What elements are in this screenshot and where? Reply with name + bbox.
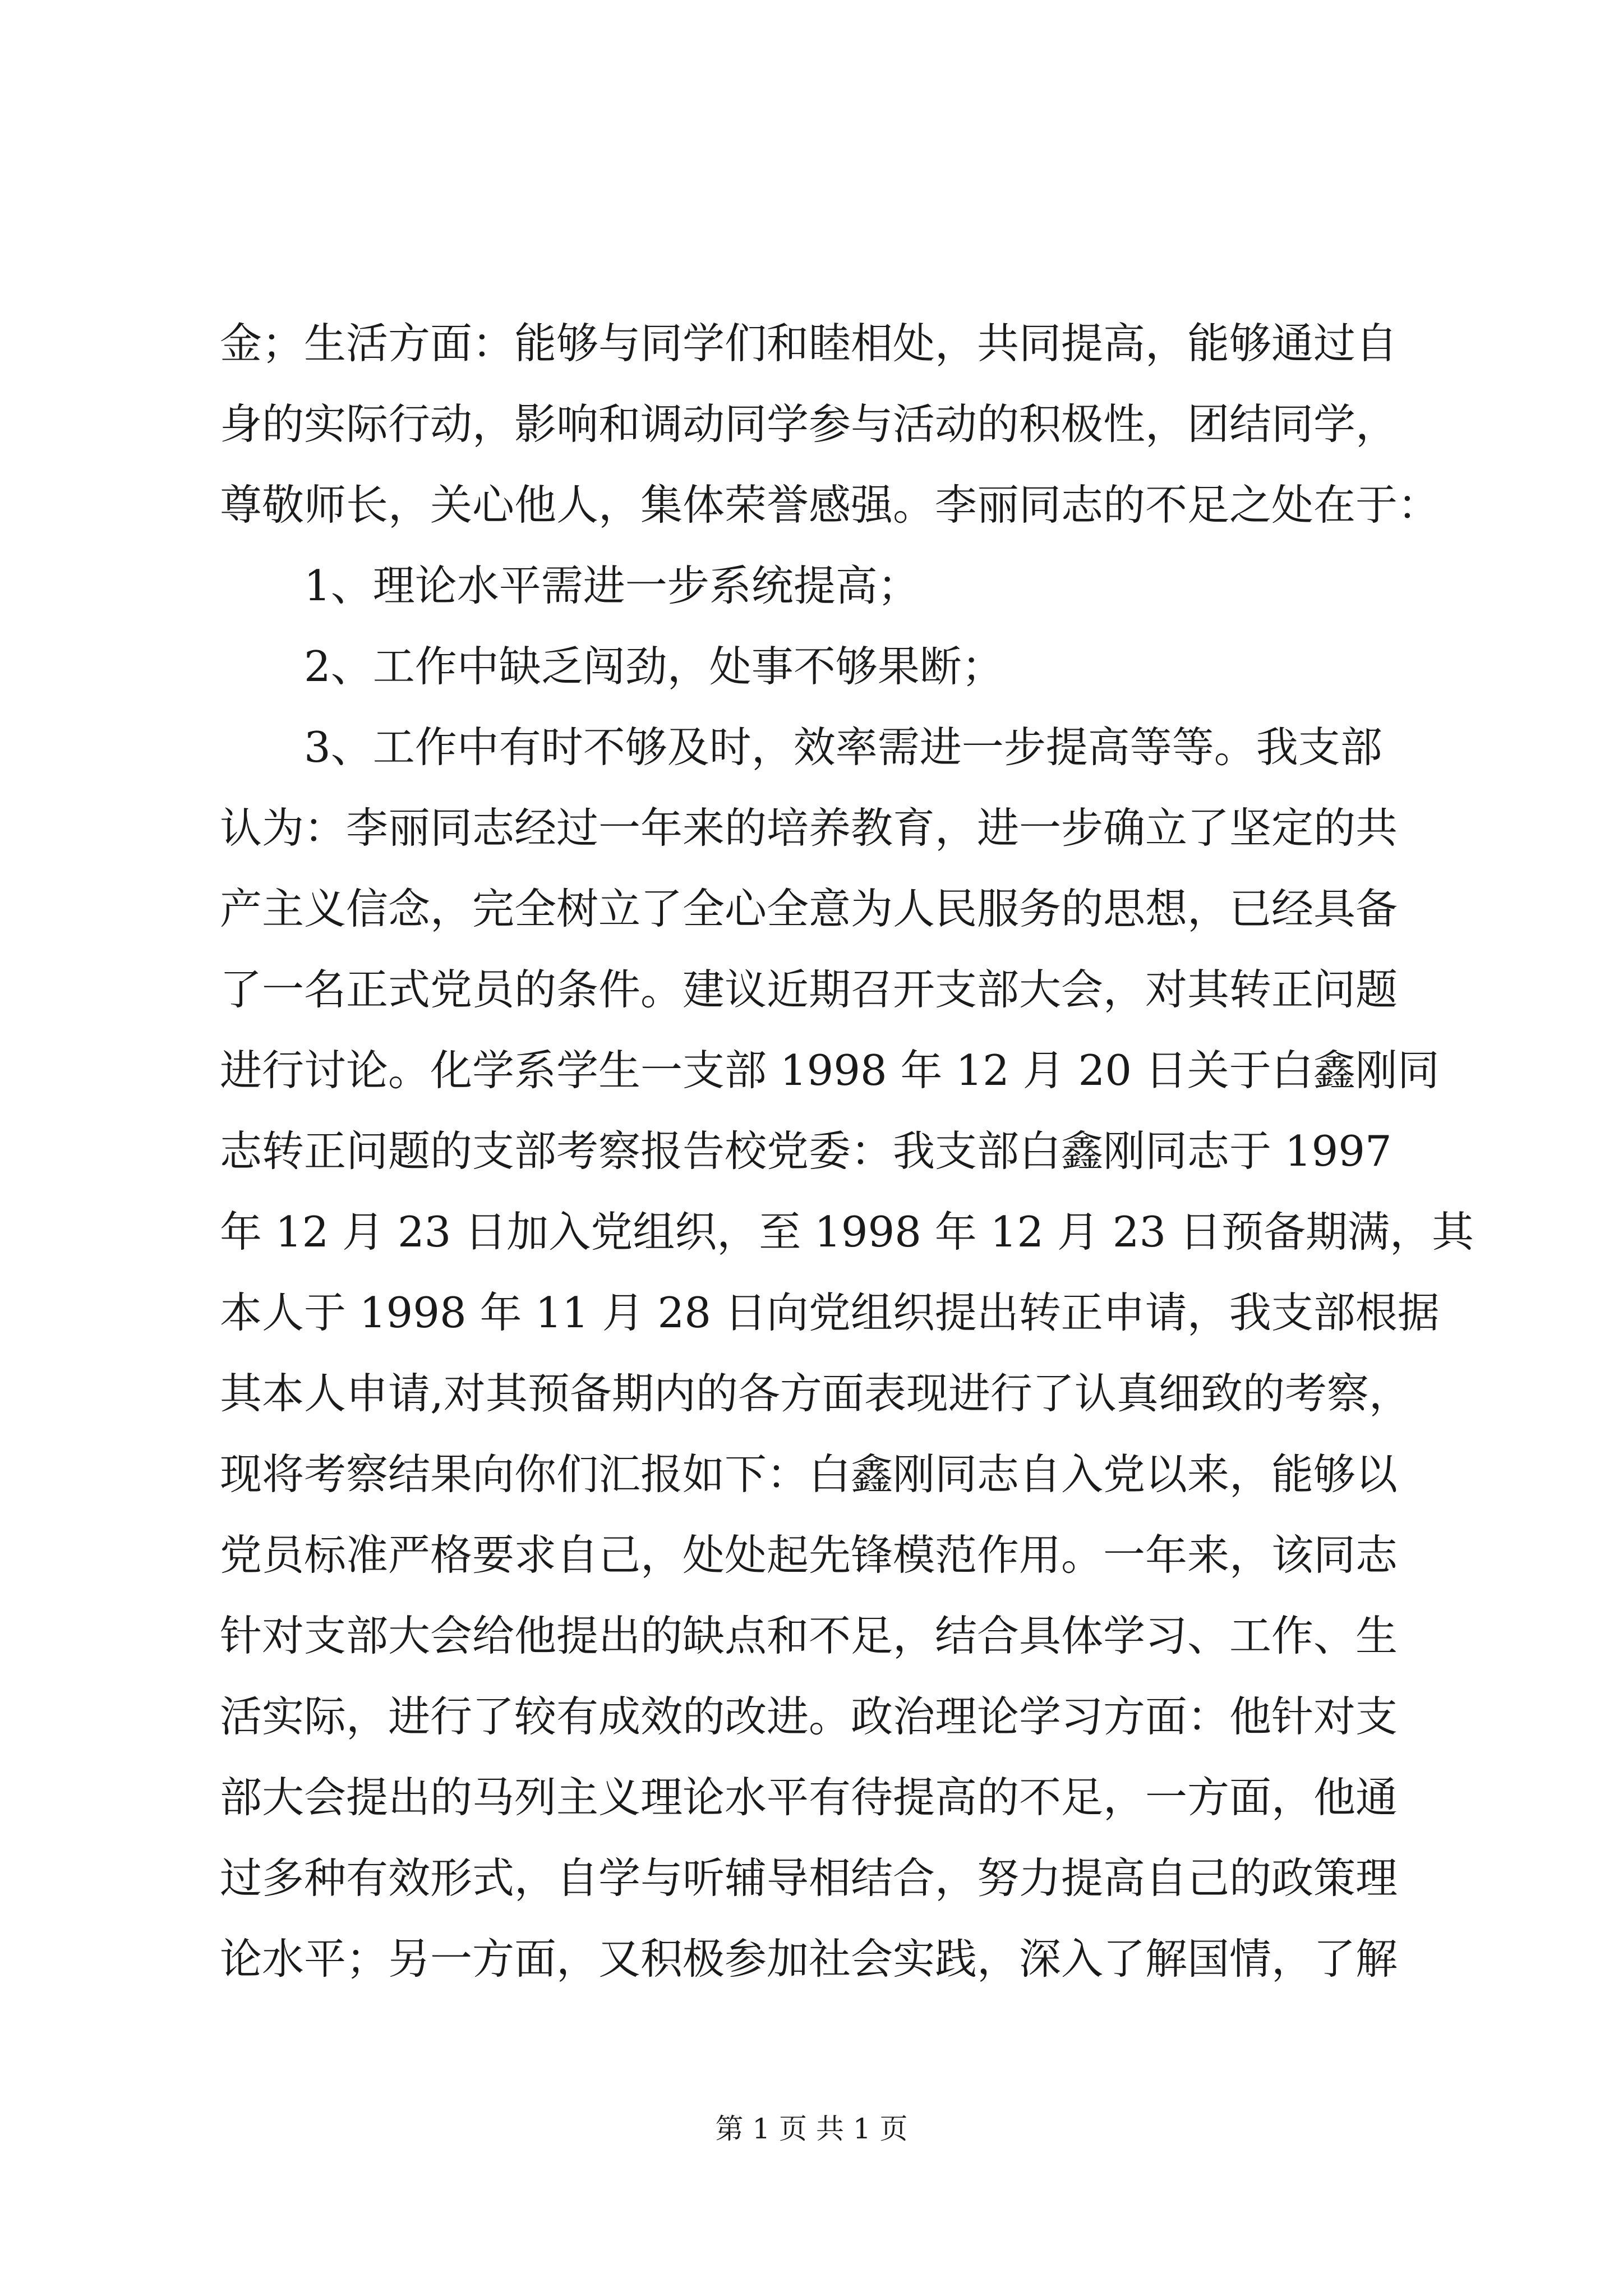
text-line: 本人于 1998 年 11 月 28 日向党组织提出转正申请，我支部根据 (220, 1288, 1440, 1337)
text-line: 产主义信念，完全树立了全心全意为人民服务的思想，已经具备 (220, 884, 1398, 933)
text-line: 身的实际行动，影响和调动同学参与活动的积极性，团结同学， (220, 399, 1398, 449)
text-line: 其本人申请,对其预备期内的各方面表现进行了认真细致的考察， (220, 1369, 1411, 1418)
list-item-1: 1、理论水平需进一步系统提高； (304, 561, 920, 610)
text-line: 过多种有效形式，自学与听辅导相结合，努力提高自己的政策理 (220, 1853, 1398, 1903)
text-line: 针对支部大会给他提出的缺点和不足，结合具体学习、工作、生 (220, 1611, 1398, 1660)
text-line: 尊敬师长，关心他人，集体荣誉感强。李丽同志的不足之处在于： (220, 480, 1440, 530)
text-line: 了一名正式党员的条件。建议近期召开支部大会，对其转正问题 (220, 965, 1398, 1014)
page-number-footer: 第 1 页 共 1 页 (715, 2113, 908, 2145)
document-body (220, 303, 1474, 1999)
text-line: 党员标准严格要求自己，处处起先锋模范作用。一年来，该同志 (220, 1530, 1398, 1580)
list-item-2: 2、工作中缺乏闯劲，处事不够果断； (304, 642, 1004, 691)
list-item-3: 3、工作中有时不够及时，效率需进一步提高等等。我支部 (304, 723, 1382, 772)
text-line: 部大会提出的马列主义理论水平有待提高的不足，一方面，他通 (220, 1773, 1398, 1822)
text-line: 金；生活方面：能够与同学们和睦相处，共同提高，能够通过自 (220, 319, 1398, 368)
text-line: 进行讨论。化学系学生一支部 1998 年 12 月 20 日关于白鑫刚同 (220, 1046, 1440, 1095)
text-line: 认为：李丽同志经过一年来的培养教育，进一步确立了坚定的共 (220, 803, 1398, 853)
text-line: 论水平；另一方面，又积极参加社会实践，深入了解国情，了解 (220, 1934, 1398, 1984)
text-line: 志转正问题的支部考察报告校党委：我支部白鑫刚同志于 1997 (220, 1126, 1392, 1176)
text-line: 现将考察结果向你们汇报如下：白鑫刚同志自入党以来，能够以 (220, 1450, 1398, 1499)
text-line: 活实际，进行了较有成效的改进。政治理论学习方面：他针对支 (220, 1692, 1398, 1741)
text-line: 年 12 月 23 日加入党组织，至 1998 年 12 月 23 日预备期满，其 (220, 1207, 1474, 1257)
